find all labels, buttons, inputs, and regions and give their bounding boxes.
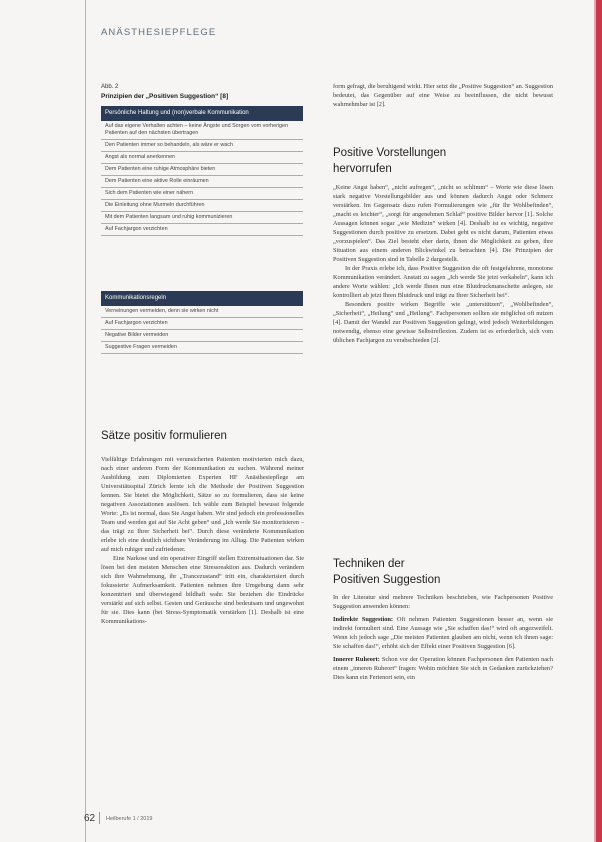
principles-table-2 <box>101 291 303 354</box>
section-heading <box>333 556 440 588</box>
table-row: Den Patienten immer so behandeln, als wäre er wach <box>101 140 303 152</box>
table-row: Die Einleitung ohne Murmeln durchführen <box>101 200 303 212</box>
table-row: Angst als normal anerkennen <box>101 152 303 164</box>
right-column-techniques <box>333 593 553 811</box>
table-row: Auf Fachjargon verzichten <box>101 318 303 330</box>
paragraph: Besonders positiv wirken Begriffe wie „unterstützen“, „Wohlbefinden“, „Sicherheit“, „Heilung“ und „Heilung“. Fachpersonen sollten sie möglichst oft nutzen [4]. Damit der Wandel zur Positiven Suggestion gelingt, wird jedoch Weiterbildungen notwendig, ebenso eine gewisse Selbstreflexion. Zudem ist es erforderlich, sich vom üblichen Fachjargon zu verabschieden [2]. <box>333 301 553 344</box>
heading-line: Techniken der <box>333 558 405 570</box>
page-number: 62 <box>84 813 96 824</box>
run-in-label: Innerer Ruheort: <box>333 656 380 663</box>
paragraph: Vielfältige Erfahrungen mit verunsicherten Patienten motivierten mich dazu, nach einer anderen Form der Kommunikation zu suchen. Während meiner Ausbildung zum Diplomierten Experten HF Anästhesiepflege am Universitätsspital Zürich lernte ich die Methode der Positiven Suggestion kennen. Sie bietet die Möglichkeit, Sätze so zu formulieren, dass sie keine negativen Assoziationen auslösen. Ich wähle zum Beispiel bewusst folgende Worte: „Es ist normal, dass Sie Angst haben. Wir sind jedoch ein professionelles Team und werden gut auf Sie Acht geben“ und „Ich werde Sie monitorisieren – das trägt zu Ihrer Sicherheit bei“. Durch diese veränderte Kommunikation erlebe ich eine deutlich sichtbare Veränderung im Alltag. Die Patienten wirken auf mich ruhiger und zufriedener. <box>101 456 304 553</box>
table-row: Verneinungen vermeiden, denn sie wirken nicht <box>101 306 303 318</box>
table-row: Auf das eigene Verhalten achten – keine Ängste und Sorgen vom vorherigen Patienten auf den nächsten übertragen <box>101 121 303 140</box>
paragraph-body: Schon vor der Operation können Fachpersonen den Patienten nach einem „inneren Ruheort“ fragen: Wohin möchten Sie sich in Gedanken zurückziehen? Dies kann ein Ferienort sein, ein <box>333 656 553 681</box>
paragraph: In der Literatur sind mehrere Techniken beschrieben, wie Fachpersonen Positive Suggestion anwenden können: <box>333 594 553 610</box>
table-row: Negative Bilder vermeiden <box>101 330 303 342</box>
paragraph <box>333 655 553 682</box>
heading-line: Positive Vorstellungen <box>333 147 447 159</box>
table-heading: Persönliche Haltung und (non)verbale Kommunikation <box>101 106 303 121</box>
margin-rule <box>85 0 86 842</box>
table-row: Sich dem Patienten wie einer nähern <box>101 188 303 200</box>
left-column-text <box>101 455 304 805</box>
right-column-intro <box>333 82 553 132</box>
table-row: Suggestive Fragen vermeiden <box>101 342 303 354</box>
figure-number: Abb. 2 <box>101 84 119 90</box>
heading-line: hervorrufen <box>333 163 392 175</box>
paragraph: Eine Narkose und ein operativer Eingriff stellen Extremsituationen dar. Sie lösen bei den meisten Menschen eine Stressreaktion aus. Dadurch verändern sich ihre Wahrnehmung, ihr „Trancezustand“ tritt ein, charakterisiert durch fokussierte Aufmerksamkeit. Patienten nehmen ihre Umgebung dann sehr konzentriert und überwiegend bildhaft wahr. Sie beziehen die Eindrücke verstärkt auf sich selbst. Gesten und Geräusche sind bedeutsam und ungewohnt für sie. Dies kann (bei Stress-Symptomatik verstärken [1]. Deshalb ist eine Kommunikations- <box>101 555 304 625</box>
table-row: Mit dem Patienten langsam und ruhig kommunizieren <box>101 212 303 224</box>
run-in-label: Indirekte Suggestion: <box>333 616 394 623</box>
section-heading <box>333 145 446 177</box>
paragraph <box>333 615 553 651</box>
section-heading: Sätze positiv formulieren <box>101 430 227 442</box>
table-row: Auf Fachjargon verzichten <box>101 224 303 236</box>
table-row: Dem Patienten eine ruhige Atmosphäre bieten <box>101 164 303 176</box>
paragraph-body: Oft nehmen Patienten Suggestionen besser an, wenn sie indirekt formuliert sind. Eine Aussage wie „Sie schaffen das!“ wird oft angezweifelt. Wenn ich jedoch sage „Die meisten Patienten glauben am nicht, wenn ich ihnen sage: Sie schaffen das!“, erhöht sich der Effekt einer Positiven Suggestion [6]. <box>333 616 553 650</box>
paragraph: form gefragt, die beruhigend wirkt. Hier setzt die „Positive Suggestion“ an. Suggestion bedeutet, das Gegenüber auf eine Weise zu beeinflussen, die nicht bewusst wahrnehmbar ist [2]. <box>333 83 553 108</box>
footer-source: Heilberufe 1 / 2019 <box>106 816 153 822</box>
binding-edge <box>596 0 602 842</box>
right-column-text <box>333 183 553 535</box>
figure-title: Prinzipien der „Positiven Suggestion“ [8] <box>101 93 229 100</box>
section-header: ANÄSTHESIEPFLEGE <box>101 27 217 38</box>
principles-table-1 <box>101 106 303 236</box>
footer-divider <box>99 812 100 824</box>
table-row: Dem Patienten eine aktive Rolle einräumen <box>101 176 303 188</box>
table-heading: Kommunikationsregeln <box>101 291 303 306</box>
heading-line: Positiven Suggestion <box>333 574 441 586</box>
paragraph: In der Praxis erlebe ich, dass Positive Suggestion die oft festgefahrene, monotone Kommunikation verändert. Anstatt zu sagen „Ich werde Sie jetzt verkabeln“, kann ich andere Worte wählen: „Ich werde Ihnen nun eine Blutdruckmanschette anlegen, sie kontrolliert ab jetzt Ihren Blutdruck und trägt zu Ihrer Sicherheit bei“. <box>333 265 553 299</box>
paragraph: „Keine Angst haben“, „nicht aufregen“, „nicht so schlimm“ – Worte wie diese lösen stark negative Vorstellungsbilder aus und können dadurch Angst oder Schmerz verstärken. Im Gegensatz dazu rufen Formulierungen wie „für Ihr Wohlbefinden“, „macht es leichter“, „sorgt für angenehmen Schlaf“ positive Bilder hervor [1]. Solche Aussagen können sogar „wie Medizin“ wirken [4]. Deshalb ist es wichtig, negative Suggestionen durch positive zu ersetzen. Dabei geht es nicht darum, Patienten etwas „vorzuspielen“. Das Ziel besteht eher darin, ihnen die Möglichkeit zu geben, ihre Situation aus einem anderen Blickwinkel zu betrachten [4]. Die Prinzipien der Positiven Suggestion sind in Tabelle 2 dargestellt. <box>333 184 553 263</box>
